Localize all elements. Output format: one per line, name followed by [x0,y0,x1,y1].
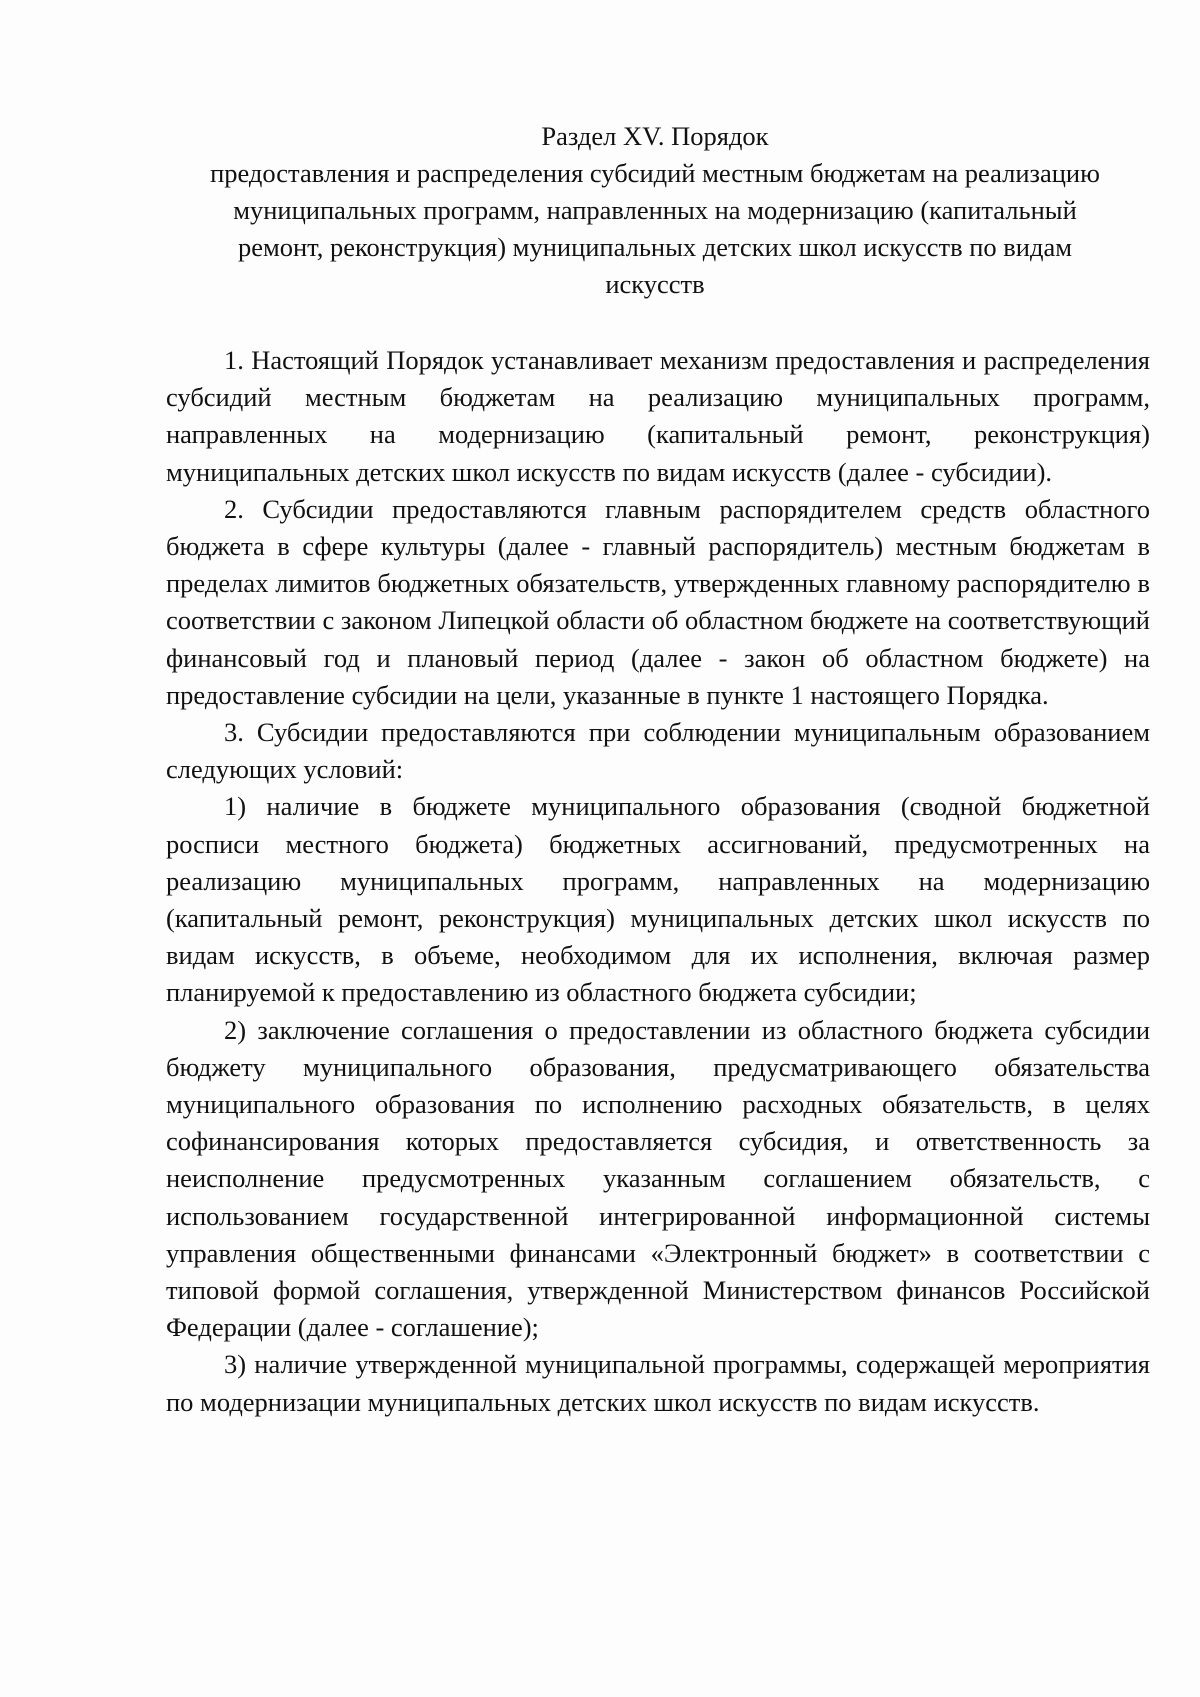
document-body [166,342,1150,1421]
paragraph-3-item-3: 3) наличие утвержденной муниципальной программы, содержащей мероприятия по модернизации муниципальных детских школ искусств по видам искусств. [166,1349,1150,1417]
heading-line: искусств [605,269,705,299]
paragraph-3-item-1: 1) наличие в бюджете муниципального образования (сводной бюджетной росписи местного бюджета) бюджетных ассигнований, предусмотренных на реализацию муниципальных программ, направленных на модернизацию (капитальный ремонт, реконструкция) муниципальных детских школ искусств по видам искусств, в объеме, необходимом для их исполнения, включая размер планируемой к предоставлению из областного бюджета субсидии; [166,791,1150,1008]
paragraph-1: 1. Настоящий Порядок устанавливает механизм предоставления и распределения субсидий местным бюджетам на реализацию муниципальных программ, направленных на модернизацию (капитальный ремонт, реконструкция) муниципальных детских школ искусств по видам искусств (далее - субсидии). [166,345,1150,487]
heading-line: муниципальных программ, направленных на модернизацию (капитальный [233,195,1077,225]
paragraph-3: 3. Субсидии предоставляются при соблюдении муниципальным образованием следующих условий: [166,717,1150,785]
heading-line: ремонт, реконструкция) муниципальных детских школ искусств по видам [237,232,1073,262]
paragraph-3-item-2: 2) заключение соглашения о предоставлении из областного бюджета субсидии бюджету муниципального образования, предусматривающего обязательства муниципального образования по исполнению расходных обязательств, в целях софинансирования которых предоставляется субсидия, и ответственность за неисполнение предусмотренных указанным соглашением обязательств, с использованием государственной интегрированной информационной системы управления общественными финансами «Электронный бюджет» в соответствии с типовой формой соглашения, утвержденной Министерством финансов Российской Федерации (далее - соглашение); [166,1014,1150,1343]
heading-line: предоставления и распределения субсидий местным бюджетам на реализацию [210,158,1100,188]
paragraph-2: 2. Субсидии предоставляются главным распорядителем средств областного бюджета в сфере культуры (далее - главный распорядитель) местным бюджетам в пределах лимитов бюджетных обязательств, утвержденных главному распорядителю в соответствии с законом Липецкой области об областном бюджете на соответствующий финансовый год и плановый период (далее - закон об областном бюджете) на предоставление субсидии на цели, указанные в пункте 1 настоящего Порядка. [166,493,1150,710]
section-heading [160,118,1150,303]
heading-section-title: Раздел XV. Порядок [541,121,769,151]
